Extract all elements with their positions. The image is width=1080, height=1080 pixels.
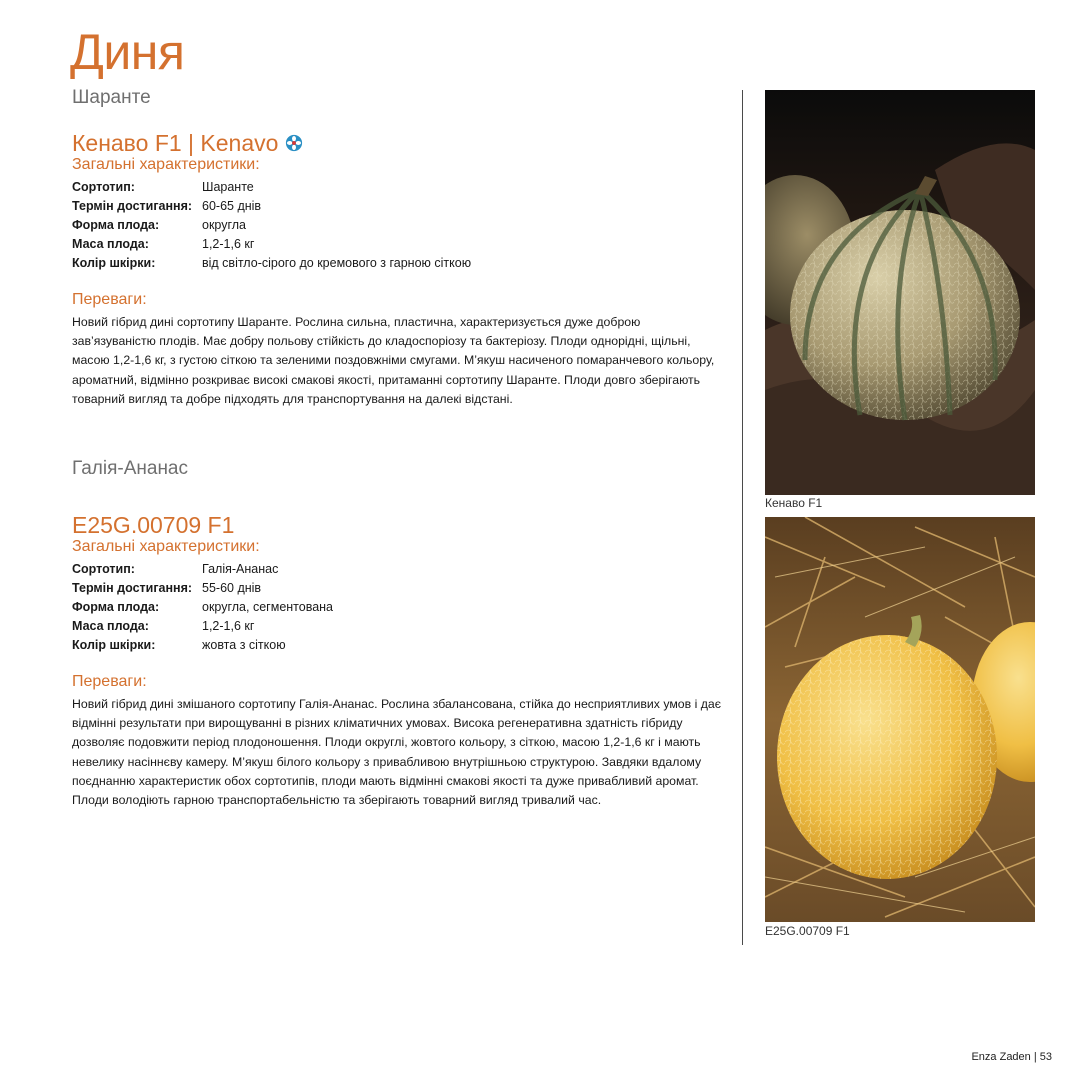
spec-label: Колір шкірки: [72, 638, 156, 652]
spec-row [72, 197, 471, 216]
advantages-heading: Переваги: [72, 291, 147, 308]
spec-value: 1,2-1,6 кг [202, 619, 255, 633]
kenavo-melon-photo [765, 90, 1035, 495]
spec-row [72, 216, 471, 235]
spec-label: Термін достигання: [72, 581, 193, 595]
page-subtitle: Шаранте [72, 87, 151, 108]
advantages-heading: Переваги: [72, 673, 147, 690]
spec-label: Колір шкірки: [72, 256, 156, 270]
spec-label: Маса плода: [72, 237, 149, 251]
spec-row [72, 178, 471, 197]
column-divider [742, 90, 743, 945]
page-footer: Enza Zaden | 53 [971, 1051, 1052, 1063]
spec-row [72, 636, 333, 655]
spec-value: 55-60 днів [202, 581, 262, 595]
image-caption: Кенаво F1 [765, 496, 823, 510]
new-variety-flower-icon [285, 134, 303, 152]
spec-label: Форма плода: [72, 600, 160, 614]
spec-label: Маса плода: [72, 619, 149, 633]
spec-label: Форма плода: [72, 218, 160, 232]
spec-value: округла, сегментована [202, 600, 334, 614]
spec-value: від світло-сірого до кремового з гарною сіткою [202, 256, 472, 270]
product-name-text: E25G.00709 F1 [72, 512, 235, 538]
specs-heading: Загальні характеристики: [72, 156, 260, 173]
spec-row [72, 579, 333, 598]
product-e25g [72, 512, 722, 810]
spec-value: Галія-Ананас [202, 562, 279, 576]
e25g-melon-photo [765, 517, 1035, 922]
spec-value: Шаранте [202, 180, 254, 194]
spec-value: жовта з сіткою [202, 638, 286, 652]
specs-heading: Загальні характеристики: [72, 538, 260, 555]
product-name [72, 130, 722, 156]
spec-row [72, 598, 333, 617]
spec-label: Сортотип: [72, 562, 135, 576]
spec-value: 60-65 днів [202, 199, 262, 213]
group-label: Галія-Ананас [72, 458, 189, 479]
spec-value: округла [202, 218, 247, 232]
specs-table [72, 560, 333, 655]
spec-row [72, 617, 333, 636]
page-title: Диня [70, 24, 185, 80]
product-name-text: Кенаво F1 | Kenavo [72, 130, 279, 156]
spec-row [72, 560, 333, 579]
spec-row [72, 235, 471, 254]
product-kenavo [72, 130, 722, 409]
specs-table [72, 178, 471, 273]
product-name [72, 512, 722, 538]
spec-label: Термін достигання: [72, 199, 193, 213]
spec-value: 1,2-1,6 кг [202, 237, 255, 251]
spec-row [72, 254, 471, 273]
image-caption: E25G.00709 F1 [765, 924, 850, 938]
spec-label: Сортотип: [72, 180, 135, 194]
product-description: Новий гібрид дині змішаного сортотипу Галія-Ананас. Рослина збалансована, стійка до несприятливих умов і дає відмінні результати при вирощуванні в різних кліматичних умовах. Висока регенеративна здатність гібриду дозволяє подовжити період плодоношення. Плоди округлі, жовтого кольору, з сіткою, масою 1,2-1,6 кг і мають невелику насіннєву камеру. М’якуш білого кольору з привабливою внутрішньою структурою. Завдяки вдалому поєднанню характеристик обох сортотипів, плоди мають відмінні смакові якості та дуже привабливий аромат. Плоди володіють гарною транспортабельністю та зберігають товарний вигляд тривалий час. [72, 697, 722, 808]
product-description: Новий гібрид дині сортотипу Шаранте. Рослина сильна, пластична, характеризується дуже доброю зав’язуваністю плодів. Має добру польову стійкість до кладоспоріозу та бактеріозу. Плоди однорідні, щільні, масою 1,2-1,6 кг, з густою сіткою та зеленими поздовжніми смугами. М’якуш насиченого помаранчевого кольору, ароматний, відмінно розкриває високі смакові якості, притаманні сортотипу Шаранте. Плоди довго зберігають товарний вигляд та добре підходять для транспортування на далекі відстані. [72, 315, 715, 406]
